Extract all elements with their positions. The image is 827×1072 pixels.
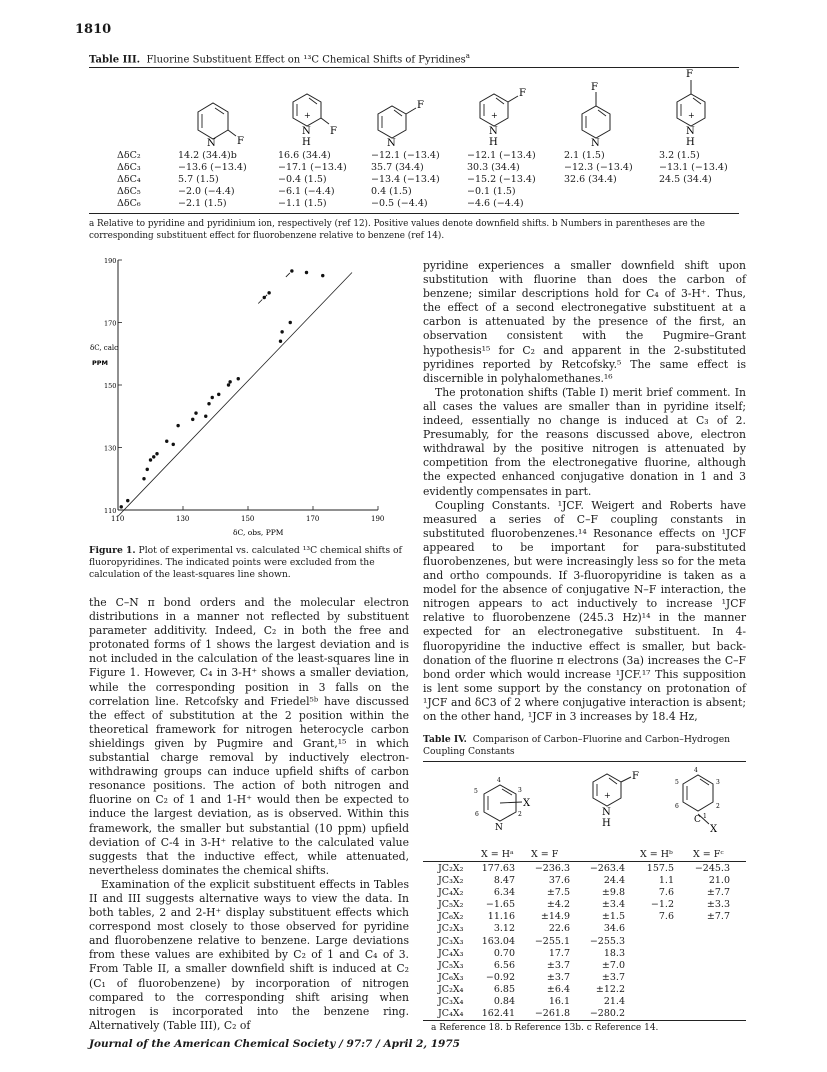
excluded-data-point bbox=[267, 291, 270, 294]
struct-number: 3 bbox=[716, 779, 720, 786]
data-point bbox=[289, 321, 292, 324]
struct-label: F bbox=[519, 88, 526, 99]
table3-col-2 bbox=[278, 150, 347, 210]
struct-number: 2 bbox=[716, 803, 720, 810]
table-cell: −2.0 (−4.4) bbox=[178, 186, 235, 197]
data-point bbox=[149, 458, 152, 461]
row-label: JC₄X₂ bbox=[438, 887, 464, 899]
row-label: JC₅X₂ bbox=[438, 899, 464, 911]
table-cell: 7.6 bbox=[658, 911, 674, 923]
structure-2-fluoropyridine bbox=[168, 64, 268, 154]
table4-caption bbox=[423, 734, 746, 758]
struct-label: F bbox=[632, 771, 639, 782]
table-cell: ±3.7 bbox=[546, 971, 570, 983]
table4-col-5 bbox=[686, 863, 730, 923]
data-point bbox=[191, 418, 194, 421]
data-point bbox=[176, 424, 179, 427]
data-point bbox=[152, 455, 155, 458]
table-cell: ±14.9 bbox=[540, 911, 570, 923]
axis-ticks bbox=[104, 257, 384, 523]
table-cell: −0.92 bbox=[485, 971, 515, 983]
x-tick-label: 110 bbox=[111, 515, 125, 523]
data-point bbox=[228, 380, 231, 383]
table-cell: ±3.4 bbox=[601, 899, 625, 911]
table-cell: 37.6 bbox=[548, 875, 570, 887]
table-cell: −0.4 (1.5) bbox=[278, 174, 327, 185]
table3-col-1 bbox=[178, 150, 247, 210]
table-cell: 163.04 bbox=[481, 935, 515, 947]
table3-caption-label: Table III. bbox=[89, 54, 141, 66]
structure-4-fluoropyridinium bbox=[655, 64, 755, 154]
figure-caption-text: Plot of experimental vs. calculated ¹³C chemical shifts of fluoropyridines. The indicated points were excluded from the calculation of the least-squares line shown. bbox=[89, 545, 402, 580]
data-point bbox=[172, 443, 175, 446]
struct-label: N bbox=[489, 126, 498, 137]
table-cell: −17.1 (−13.4) bbox=[278, 162, 347, 173]
table-cell: ±12.2 bbox=[595, 983, 625, 995]
data-point bbox=[237, 377, 240, 380]
journal-footer: Journal of the American Chemical Society / 97:7 / April 2, 1975 bbox=[89, 1038, 460, 1050]
row-label: JC₃X₃ bbox=[438, 935, 464, 947]
table-cell: −263.4 bbox=[589, 863, 625, 874]
figure-caption-label: Figure 1. bbox=[89, 545, 136, 556]
data-points bbox=[120, 269, 325, 508]
table-cell: 22.6 bbox=[548, 923, 570, 935]
struct-label: H bbox=[602, 818, 611, 829]
table4-caption-label: Table IV. bbox=[423, 734, 467, 745]
structure-pyridine-x bbox=[470, 762, 550, 847]
table-cell: 14.2 (34.4)b bbox=[178, 150, 237, 161]
least-squares-line bbox=[118, 273, 352, 517]
table-cell: ±7.5 bbox=[546, 887, 570, 899]
struct-label: + bbox=[304, 111, 311, 120]
table-cell: −15.2 (−13.4) bbox=[467, 174, 536, 185]
structure-2-fluoropyridinium bbox=[268, 64, 368, 154]
data-point bbox=[204, 415, 207, 418]
table-cell: 2.1 (1.5) bbox=[564, 150, 605, 161]
excluded-point-marker bbox=[286, 273, 290, 277]
row-label: JC₂X₃ bbox=[438, 923, 464, 935]
figure-caption bbox=[89, 545, 409, 581]
table-cell: 24.5 (34.4) bbox=[659, 174, 712, 185]
table-cell: 177.63 bbox=[481, 863, 515, 874]
struct-label: F bbox=[237, 136, 244, 147]
struct-number: 6 bbox=[475, 811, 479, 818]
table3-caption-sup: a bbox=[465, 52, 470, 60]
row-label: JC₂X₂ bbox=[438, 863, 464, 874]
table-cell: 18.3 bbox=[603, 947, 625, 959]
row-label: ΔδC₆ bbox=[117, 198, 141, 209]
struct-label: F bbox=[330, 126, 337, 137]
struct-label: N bbox=[686, 126, 695, 137]
data-point bbox=[227, 383, 230, 386]
data-point bbox=[321, 274, 324, 277]
table-cell: 24.4 bbox=[603, 875, 625, 887]
struct-label: N bbox=[591, 138, 600, 149]
data-point bbox=[120, 505, 123, 508]
table3-footnote: a Relative to pyridine and pyridinium ion, respectively (ref 12). Positive values denote downfield shifts. b Numbers in parentheses are the corresponding substituent effect for fluorobenzene relative to benzene (ref 14). bbox=[89, 219, 705, 241]
x-tick-label: 150 bbox=[241, 515, 255, 523]
table-cell: 35.7 (34.4) bbox=[371, 162, 424, 173]
structure-3-fluoropyridine bbox=[368, 64, 468, 154]
row-label: ΔδC₅ bbox=[117, 186, 141, 197]
struct-label: C bbox=[694, 815, 701, 825]
table-cell: −12.3 (−13.4) bbox=[564, 162, 633, 173]
structure-4-fluoropyridine bbox=[560, 64, 660, 154]
y-tick-label: 110 bbox=[104, 507, 117, 515]
table3-col-5 bbox=[564, 150, 633, 186]
table-cell: 17.7 bbox=[548, 947, 570, 959]
struct-label: + bbox=[491, 111, 498, 120]
figure-1-scatter-plot bbox=[88, 255, 408, 540]
row-label: JC₆X₃ bbox=[438, 971, 464, 983]
data-point bbox=[211, 396, 214, 399]
table3-col-3 bbox=[371, 150, 440, 210]
row-label: ΔδC₃ bbox=[117, 162, 141, 173]
data-point bbox=[155, 452, 158, 455]
table-cell: −280.2 bbox=[589, 1008, 625, 1020]
struct-label: H bbox=[686, 137, 695, 148]
table-cell: ±1.5 bbox=[601, 911, 625, 923]
row-label: ΔδC₂ bbox=[117, 150, 141, 161]
table-cell: 1.1 bbox=[658, 875, 674, 887]
table-cell: ±7.7 bbox=[706, 887, 730, 899]
table-cell: −13.4 (−13.4) bbox=[371, 174, 440, 185]
table4-footnote: a Reference 18. b Reference 13b. c Reference 14. bbox=[431, 1023, 659, 1033]
struct-label: + bbox=[604, 791, 611, 800]
data-point bbox=[279, 340, 282, 343]
structure-benzene-x bbox=[673, 762, 743, 847]
struct-label: H bbox=[302, 137, 311, 148]
paragraph: the C–N π bond orders and the molecular electron distributions in a manner not reflected by substituent parameter additivity. Indeed, C₂ in both the free and protonated forms of 1 shows the largest deviation and is not included in the calculation of the least-squares line in Figure 1. However, C₄ in 3-H⁺ shows a smaller deviation, while the corresponding position in 3 falls on the correlation line. Retcofsky and Friedel⁵ᵇ have discussed the effect of substitution at the 2 position within the theoretical framework for nitrogen heterocycle carbon shieldings given by Pugmire and Grant,¹⁵ in which substantial charge removal by inductively electron-withdrawing groups can induce upfield shifts of carbon resonance positions. The action of both nitrogen and fluorine on C₂ of 1 and 1-H⁺ would then be expected to induce the largest deviation, as is observed. Within this framework, the smaller but substantial (10 ppm) upfield deviation of C-4 in 3-H⁺ relative to the calculated value suggests that the inductive effect, while attenuated, nevertheless dominates the chemical shifts. bbox=[89, 596, 409, 877]
table-cell: 5.7 (1.5) bbox=[178, 174, 219, 185]
structure-pyridinium-f bbox=[585, 762, 645, 847]
table-cell: 8.47 bbox=[493, 875, 515, 887]
paragraph: Coupling Constants. ¹JCF. Weigert and Roberts have measured a series of C–F coupling constants in substituted fluorobenzenes.¹⁴ Resonance effects on ¹JCF appeared to be important for para-substituted fluorobenzenes, but were increasingly less so for the meta and ortho compounds. If 3-fluoropyridine is taken as a model for the absence of conjugative N–F interaction, the nitrogen appears to act inductively to increase ¹JCF relative to fluorobenzene (245.3 Hz)¹⁴ in the manner expected for an electronegative substituent. In 4-fluoropyridine the inductive effect is smaller, but back-donation of the fluorine π electrons (3a) increases the C–F bond order which would increase ¹JCF.¹⁷ This supposition is lent some support by the constancy on protonation of ¹JCF and δC3 of 2 where conjugative interaction is absent; on the other hand, ¹JCF in 3 increases by 18.4 Hz, bbox=[423, 498, 746, 723]
data-point bbox=[207, 402, 210, 405]
table-cell: 6.56 bbox=[493, 959, 515, 971]
struct-number: 5 bbox=[675, 779, 679, 786]
excluded-point-marker bbox=[258, 300, 262, 304]
table-cell: ±3.7 bbox=[546, 959, 570, 971]
struct-number: 5 bbox=[474, 788, 478, 795]
x-tick-label: 170 bbox=[306, 515, 320, 523]
row-label: JC₂X₄ bbox=[438, 983, 464, 995]
table-cell: ±7.0 bbox=[601, 959, 625, 971]
data-point bbox=[305, 271, 308, 274]
table-cell: −245.3 bbox=[694, 863, 730, 874]
table4-col-2 bbox=[525, 863, 570, 1020]
table-cell: −13.6 (−13.4) bbox=[178, 162, 247, 173]
table-cell: 30.3 (34.4) bbox=[467, 162, 520, 173]
table-cell: 11.16 bbox=[487, 911, 515, 923]
table-cell: 6.34 bbox=[493, 887, 515, 899]
row-label: JC₃X₄ bbox=[438, 996, 464, 1008]
right-column-body bbox=[423, 259, 746, 724]
paragraph: The protonation shifts (Table I) merit brief comment. In all cases the values are smaller than in pyridine itself; indeed, essentially no change is induced at C₃ of 2. Presumably, for the reasons discussed above, electron withdrawal by the positive nitrogen is attenuated by competition from the electronegative fluorine, although the expected enhanced conjugative donation in 1 and 3 evidently compensates in part. bbox=[423, 385, 746, 498]
excluded-data-point bbox=[290, 269, 293, 272]
table-cell: 6.85 bbox=[493, 983, 515, 995]
table-cell: 21.4 bbox=[603, 996, 625, 1008]
table-cell: ±9.8 bbox=[601, 887, 625, 899]
table4-header: X = F bbox=[531, 849, 559, 860]
table-cell: ±6.4 bbox=[546, 983, 570, 995]
table-cell: −0.5 (−4.4) bbox=[371, 198, 428, 209]
table-cell: 16.6 (34.4) bbox=[278, 150, 331, 161]
table4-header: X = Fᶜ bbox=[693, 849, 724, 860]
table-cell: −255.1 bbox=[534, 935, 570, 947]
table-cell: 7.6 bbox=[658, 887, 674, 899]
x-tick-label: 190 bbox=[371, 515, 385, 523]
table-cell: −1.1 (1.5) bbox=[278, 198, 327, 209]
y-axis-unit: PPM bbox=[92, 359, 108, 367]
table-cell: −12.1 (−13.4) bbox=[371, 150, 440, 161]
table3-col-4 bbox=[467, 150, 536, 210]
data-point bbox=[194, 411, 197, 414]
table-cell: ±3.7 bbox=[601, 971, 625, 983]
data-point bbox=[165, 440, 168, 443]
row-label: JC₄X₄ bbox=[438, 1008, 464, 1020]
table-cell: −12.1 (−13.4) bbox=[467, 150, 536, 161]
struct-number: 4 bbox=[694, 767, 698, 774]
struct-label: N bbox=[495, 823, 503, 833]
row-label: JC₅X₃ bbox=[438, 959, 464, 971]
y-tick-label: 130 bbox=[104, 444, 117, 453]
data-point bbox=[146, 468, 149, 471]
table-cell: 0.4 (1.5) bbox=[371, 186, 412, 197]
table-cell: ±4.2 bbox=[546, 899, 570, 911]
structure-3-fluoropyridinium bbox=[470, 64, 570, 154]
table4-bottom-rule bbox=[423, 1020, 746, 1021]
y-axis-label: δC, calc bbox=[90, 344, 119, 352]
data-point bbox=[217, 393, 220, 396]
table-cell: −2.1 (1.5) bbox=[178, 198, 227, 209]
table4-col-1 bbox=[475, 863, 515, 1020]
struct-number: 4 bbox=[497, 777, 501, 784]
table3-row-labels bbox=[117, 150, 141, 210]
page-number: 1810 bbox=[75, 22, 112, 37]
y-tick-label: 190 bbox=[104, 257, 117, 265]
paragraph: pyridine experiences a smaller downfield shift upon substitution with fluorine than does the carbon of benzene; similar descriptions hold for C₄ of 3-H⁺. Thus, the effect of a second electronegative substituent at a carbon is attenuated by the presence of the first, an observation consistent with the Pugmire–Grant hypothesis¹⁵ for C₂ and apparent in the 2-substituted pyridines reported by Retcofsky.⁵ The same effect is discernible in polyhalomethanes.¹⁶ bbox=[423, 259, 746, 385]
left-column-body bbox=[89, 596, 409, 1033]
struct-label: X bbox=[710, 824, 718, 835]
struct-label: F bbox=[417, 100, 424, 111]
table-cell: −1.65 bbox=[485, 899, 515, 911]
struct-label: H bbox=[489, 137, 498, 148]
table4-header-rule bbox=[423, 861, 746, 862]
table-cell: −4.6 (−4.4) bbox=[467, 198, 524, 209]
table-cell: 3.2 (1.5) bbox=[659, 150, 700, 161]
struct-label: N bbox=[302, 126, 311, 137]
table-cell: 0.84 bbox=[493, 996, 515, 1008]
struct-number: 2 bbox=[518, 811, 522, 818]
table4-col-4 bbox=[634, 863, 674, 923]
struct-number: 6 bbox=[675, 803, 679, 810]
table-cell: 162.41 bbox=[481, 1008, 515, 1020]
y-tick-label: 170 bbox=[104, 319, 117, 328]
table-cell: −255.3 bbox=[589, 935, 625, 947]
row-label: JC₄X₃ bbox=[438, 947, 464, 959]
table3-bottom-rule bbox=[89, 213, 739, 214]
table4-row-labels bbox=[438, 863, 463, 1020]
table-cell: −6.1 (−4.4) bbox=[278, 186, 335, 197]
table4-header: X = Hᵃ bbox=[481, 849, 514, 860]
table-cell: −261.8 bbox=[534, 1008, 570, 1020]
table-cell: 32.6 (34.4) bbox=[564, 174, 617, 185]
table-cell: −0.1 (1.5) bbox=[467, 186, 516, 197]
row-label: JC₃X₂ bbox=[438, 875, 464, 887]
table-cell: 16.1 bbox=[548, 996, 570, 1008]
table-cell: −236.3 bbox=[534, 863, 570, 874]
table-cell: ±3.3 bbox=[706, 899, 730, 911]
table-cell: 157.5 bbox=[646, 863, 674, 874]
table-cell: 3.12 bbox=[493, 923, 515, 935]
table-cell: ±7.7 bbox=[706, 911, 730, 923]
table-cell: −1.2 bbox=[650, 899, 674, 911]
paragraph: Examination of the explicit substituent effects in Tables II and III suggests alternative ways to view the data. In both tables, 2 and 2-H⁺ display substituent effects which correspond most closely to those observed for pyridine and fluorobenzene relative to benzene. Large deviations from these values are exhibited by C₂ of 1 and C₄ of 3. From Table II, a smaller downfield shift is induced at C₂ (C₁ of fluorobenzene) by incorporation of nitrogen compared to the corresponding shift arising when nitrogen is incorporated into the benzene ring. Alternatively (Table III), C₂ of bbox=[89, 877, 409, 1032]
struct-label: N bbox=[207, 138, 216, 149]
struct-label: N bbox=[602, 807, 611, 818]
table-cell: 21.0 bbox=[708, 875, 730, 887]
struct-label: X bbox=[523, 798, 531, 809]
table-cell: 34.6 bbox=[603, 923, 625, 935]
struct-label: N bbox=[387, 138, 396, 149]
table4-col-3 bbox=[580, 863, 625, 1020]
table3-col-6 bbox=[659, 150, 728, 186]
table4-header: X = Hᵇ bbox=[640, 849, 673, 860]
row-label: ΔδC₄ bbox=[117, 174, 141, 185]
struct-label: F bbox=[686, 69, 693, 80]
data-point bbox=[142, 477, 145, 480]
struct-number: 1 bbox=[703, 813, 707, 820]
row-label: JC₆X₂ bbox=[438, 911, 464, 923]
data-point bbox=[126, 499, 129, 502]
table3-caption-text: Fluorine Substituent Effect on ¹³C Chemical Shifts of Pyridines bbox=[146, 54, 466, 66]
y-tick-label: 150 bbox=[104, 382, 117, 390]
x-axis-label: δC, obs, PPM bbox=[233, 528, 284, 537]
data-point bbox=[280, 330, 283, 333]
struct-label: F bbox=[591, 82, 598, 93]
table4-caption-text: Comparison of Carbon–Fluorine and Carbon–Hydrogen Coupling Constants bbox=[423, 734, 731, 757]
struct-label: + bbox=[688, 111, 695, 120]
x-tick-label: 130 bbox=[176, 515, 190, 523]
struct-number: 3 bbox=[518, 787, 522, 794]
table-cell: −13.1 (−13.4) bbox=[659, 162, 728, 173]
table-cell: 0.70 bbox=[493, 947, 515, 959]
